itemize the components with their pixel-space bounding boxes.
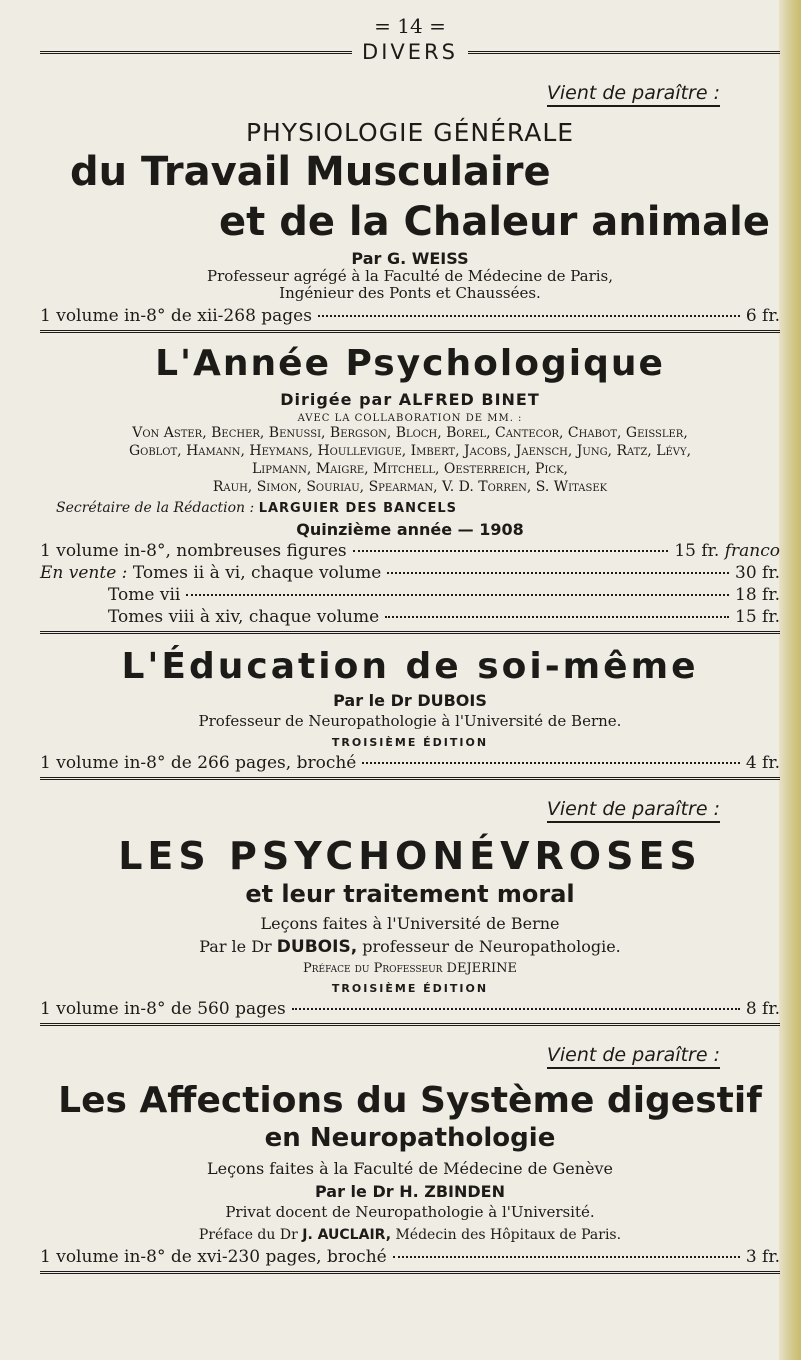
divider — [40, 777, 780, 780]
volume-line — [40, 999, 780, 1019]
book-psychonevroses — [40, 798, 780, 1026]
dot-leader — [292, 1008, 740, 1010]
volume-line — [40, 1247, 780, 1267]
dot-leader — [186, 594, 729, 596]
author-desc: professeur de Neuropathologie. — [362, 937, 621, 956]
book-title: L'Éducation de soi-même — [121, 646, 699, 687]
dot-leader — [387, 572, 729, 574]
author-desc-line2: Ingénieur des Ponts et Chaussées. — [279, 284, 541, 302]
book-title: Les Affections du Système digestif — [58, 1080, 762, 1121]
header-rule-right — [468, 51, 780, 54]
dot-leader — [362, 762, 739, 764]
divider — [40, 631, 780, 634]
contributors-line: Lipmann, Maigre, Mitchell, Oesterreich, Pick, — [252, 461, 568, 477]
price-block — [40, 541, 780, 627]
sale-line — [40, 563, 780, 583]
sale-line — [40, 585, 780, 605]
author-desc-line1: Professeur agrégé à la Faculté de Médecine de Paris, — [206, 267, 614, 285]
edition-line: Quinzième année — 1908 — [296, 520, 524, 539]
preface-line: Préface du Professeur DEJERINE — [303, 961, 517, 976]
book-title-line1: du Travail Musculaire — [70, 149, 551, 195]
contributors-line: Rauh, Simon, Souriau, Spearman, V. D. Torren, S. Witasek — [212, 479, 608, 495]
sale-text: Tomes viii à xiv, chaque volume — [108, 607, 380, 627]
preface-desc: Médecin des Hôpitaux de Paris. — [395, 1227, 622, 1243]
book-author: Par le Dr DUBOIS — [333, 691, 487, 710]
edition-label: TROISIÈME ÉDITION — [331, 982, 489, 995]
price: 4 fr. — [745, 753, 780, 773]
section-title: DIVERS — [362, 40, 458, 64]
volume-line — [40, 306, 780, 326]
preface-name: J. AUCLAIR, — [302, 1227, 392, 1243]
page-number: = 14 = — [374, 14, 446, 38]
book-director: Dirigée par ALFRED BINET — [280, 390, 540, 409]
secretary-label: Secrétaire de la Rédaction : — [56, 500, 255, 516]
edition-label: TROISIÈME ÉDITION — [331, 736, 489, 749]
vient-de-paraitre-label: Vient de paraître : — [40, 82, 720, 104]
contributors-line: Von Aster, Becher, Benussi, Bergson, Bloch, Borel, Cantecor, Chabot, Geissler, — [132, 425, 688, 441]
volume-line — [40, 541, 780, 561]
dot-leader — [393, 1256, 740, 1258]
divider — [40, 1023, 780, 1026]
price: 30 fr. — [735, 563, 780, 583]
sale-line — [40, 607, 780, 627]
volume-line — [40, 753, 780, 773]
contributors-line: Goblot, Hamann, Heymans, Houllevigue, Imbert, Jacobs, Jaensch, Jung, Ratz, Lévy, — [128, 443, 692, 459]
price: 8 fr. — [745, 999, 780, 1019]
author-name: DUBOIS, — [276, 937, 358, 957]
dot-leader — [318, 315, 740, 317]
author-desc: Professeur de Neuropathologie à l'Université de Berne. — [198, 712, 622, 730]
book-physiologie — [40, 82, 780, 333]
lecons-line: Leçons faites à la Faculté de Médecine de Genève — [207, 1159, 613, 1178]
volume-text: 1 volume in-8° de xvi-230 pages, broché — [40, 1247, 387, 1267]
book-education-soi-meme — [40, 646, 780, 780]
volume-text: 1 volume in-8° de xii-268 pages — [40, 306, 312, 326]
author-line — [40, 937, 780, 957]
book-subtitle: en Neuropathologie — [264, 1123, 556, 1153]
book-author: Par G. WEISS — [351, 249, 469, 268]
divider — [40, 330, 780, 333]
book-title-line2: et de la Chaleur animale — [219, 199, 770, 245]
volume-text: 1 volume in-8° de 266 pages, broché — [40, 753, 357, 773]
page-edge — [779, 0, 801, 1360]
vient-de-paraitre-label: Vient de paraître : — [40, 1044, 720, 1066]
preface-prefix: Préface du Dr — [198, 1227, 298, 1243]
price: 18 fr. — [735, 585, 780, 605]
sale-text: Tome vii — [108, 585, 181, 605]
book-annee-psychologique — [40, 343, 780, 634]
book-heading: PHYSIOLOGIE GÉNÉRALE — [245, 118, 575, 147]
dot-leader — [385, 616, 729, 618]
price: 6 fr. — [745, 306, 780, 326]
catalog-page — [40, 14, 780, 1274]
price: 15 fr. — [735, 607, 780, 627]
vient-de-paraitre-label: Vient de paraître : — [40, 798, 720, 820]
collab-label: AVEC LA COLLABORATION DE MM. : — [297, 413, 523, 424]
price: 15 fr. franco — [674, 541, 780, 561]
book-title: LES PSYCHONÉVROSES — [118, 834, 702, 878]
sale-text: Tomes ii à vi, chaque volume — [132, 563, 382, 583]
volume-text: 1 volume in-8° de 560 pages — [40, 999, 286, 1019]
book-subtitle: et leur traitement moral — [245, 880, 575, 908]
author-prefix: Par le Dr — [199, 937, 272, 956]
divider — [40, 1271, 780, 1274]
sale-label: En vente : — [40, 563, 128, 583]
book-title: L'Année Psychologique — [155, 343, 665, 384]
author-desc: Privat docent de Neuropathologie à l'Université. — [225, 1203, 595, 1221]
dot-leader — [353, 550, 669, 552]
franco-note: franco — [724, 541, 780, 561]
secretary-name: LARGUIER DES BANCELS — [258, 501, 458, 516]
volume-text: 1 volume in-8°, nombreuses figures — [40, 541, 347, 561]
secretary-line — [40, 500, 780, 516]
price: 3 fr. — [745, 1247, 780, 1267]
header-rule-left — [40, 51, 352, 54]
section-header — [40, 40, 780, 64]
book-author: Par le Dr H. ZBINDEN — [315, 1182, 505, 1201]
book-affections-systeme-digestif — [40, 1044, 780, 1274]
preface-line — [40, 1227, 780, 1243]
lecons-line: Leçons faites à l'Université de Berne — [260, 914, 560, 933]
